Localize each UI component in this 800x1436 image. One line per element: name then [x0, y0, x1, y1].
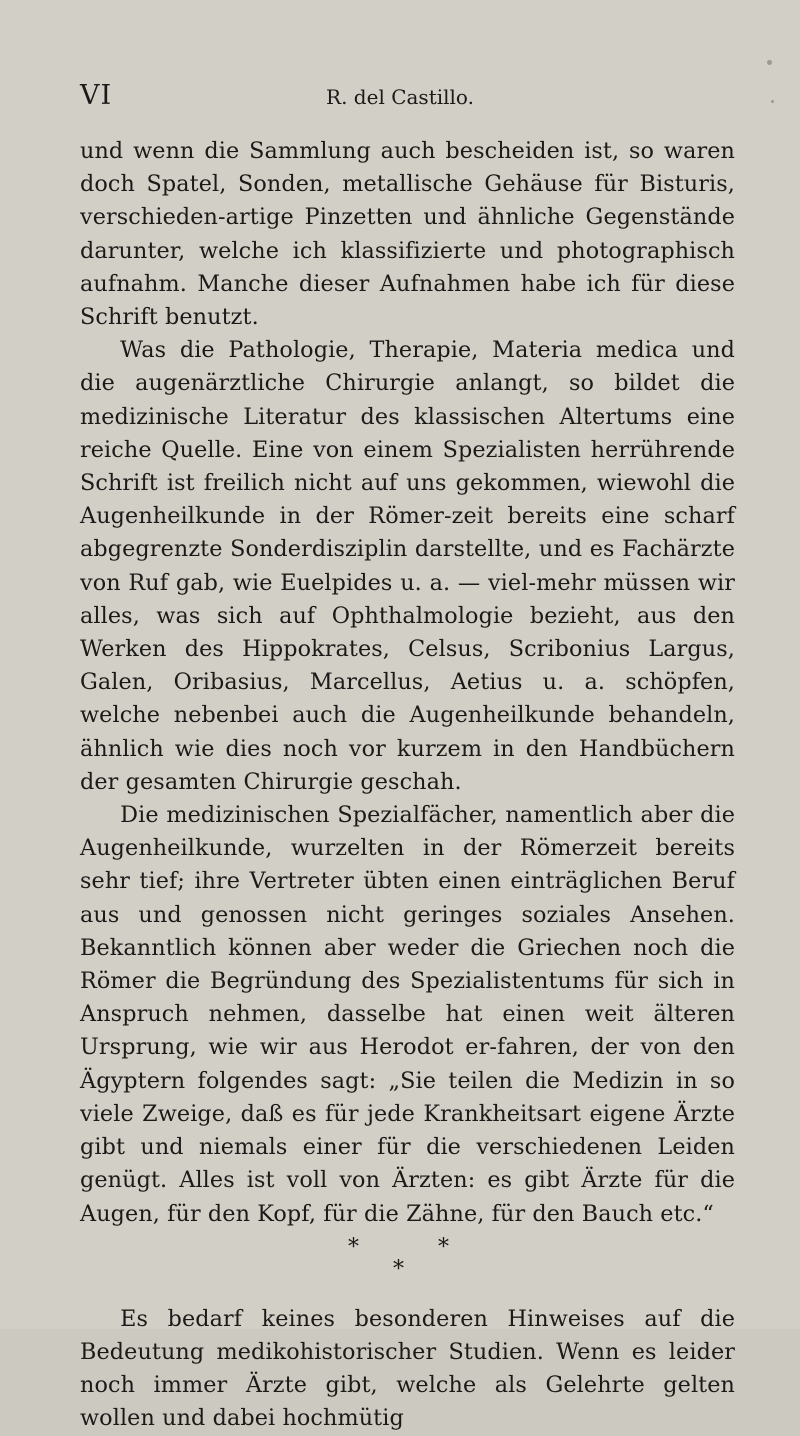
paragraph-3: Die medizinischen Spezialfächer, namentlich aber die Augenheilkunde, wurzelten in der Römerzeit bereits sehr tief; ihre Vertreter übten einen einträglichen Beruf aus und genossen nicht geringes soziales Ansehen. Bekanntlich können aber weder die Griechen noch die Römer die Begründung des Spezialistentums für sich in Anspruch nehmen, dasselbe hat einen weit älteren Ursprung, wie wir aus Herodot er-fahren, der von den Ägyptern folgendes sagt: „Sie teilen die Medizin in so viele Zweige, daß es für jede Krankheitsart eigene Ärzte gibt und niemals einer für die verschiedenen Leiden genügt. Alles ist voll von Ärzten: es gibt Ärzte für die Augen, für den Kopf, für die Zähne, für den Bauch etc.“ — [80, 802, 735, 1227]
paper-speck — [771, 100, 774, 103]
asterisk-right: * — [438, 1234, 450, 1260]
paragraph-1: und wenn die Sammlung auch bescheiden ist, so waren doch Spatel, Sonden, metallische Gehäuse für Bisturis, verschieden-artige Pinzetten und ähnliche Gegenstände darunter, welche ich klassifizierte und photographisch aufnahm. Manche dieser Aufnahmen habe ich für diese Schrift benutzt. — [80, 138, 735, 331]
paragraph-4: Es bedarf keines besonderen Hinweises auf die Bedeutung medikohistorischer Studien. Wenn es leider noch immer Ärzte gibt, welche als Gelehrte gelten wollen und dabei hochmütig — [80, 1305, 735, 1432]
asterism-divider — [80, 1234, 735, 1299]
body-text — [80, 135, 735, 1436]
page-header — [80, 80, 720, 120]
asterisk-center: * — [393, 1256, 405, 1282]
paper-speck — [767, 60, 772, 65]
running-head: R. del Castillo. — [326, 85, 474, 109]
paragraph-2: Was die Pathologie, Therapie, Materia medica und die augenärztliche Chirurgie anlangt, so bildet die medizinische Literatur des klassischen Altertums eine reiche Quelle. Eine von einem Spezialisten herrührende Schrift ist freilich nicht auf uns gekommen, wiewohl die Augenheilkunde in der Römer-zeit bereits eine scharf abgegrenzte Sonderdisziplin darstellte, und es Fachärzte von Ruf gab, wie Euelpides u. a. — viel-mehr müssen wir alles, was sich auf Ophthalmologie bezieht, aus den Werken des Hippokrates, Celsus, Scribonius Largus, Galen, Oribasius, Marcellus, Aetius u. a. schöpfen, welche nebenbei auch die Augenheilkunde behandeln, ähnlich wie dies noch vor kurzem in den Handbüchern der gesamten Chirurgie geschah. — [80, 337, 735, 795]
page-number: VI — [80, 80, 113, 111]
asterisk-left: * — [348, 1234, 360, 1260]
